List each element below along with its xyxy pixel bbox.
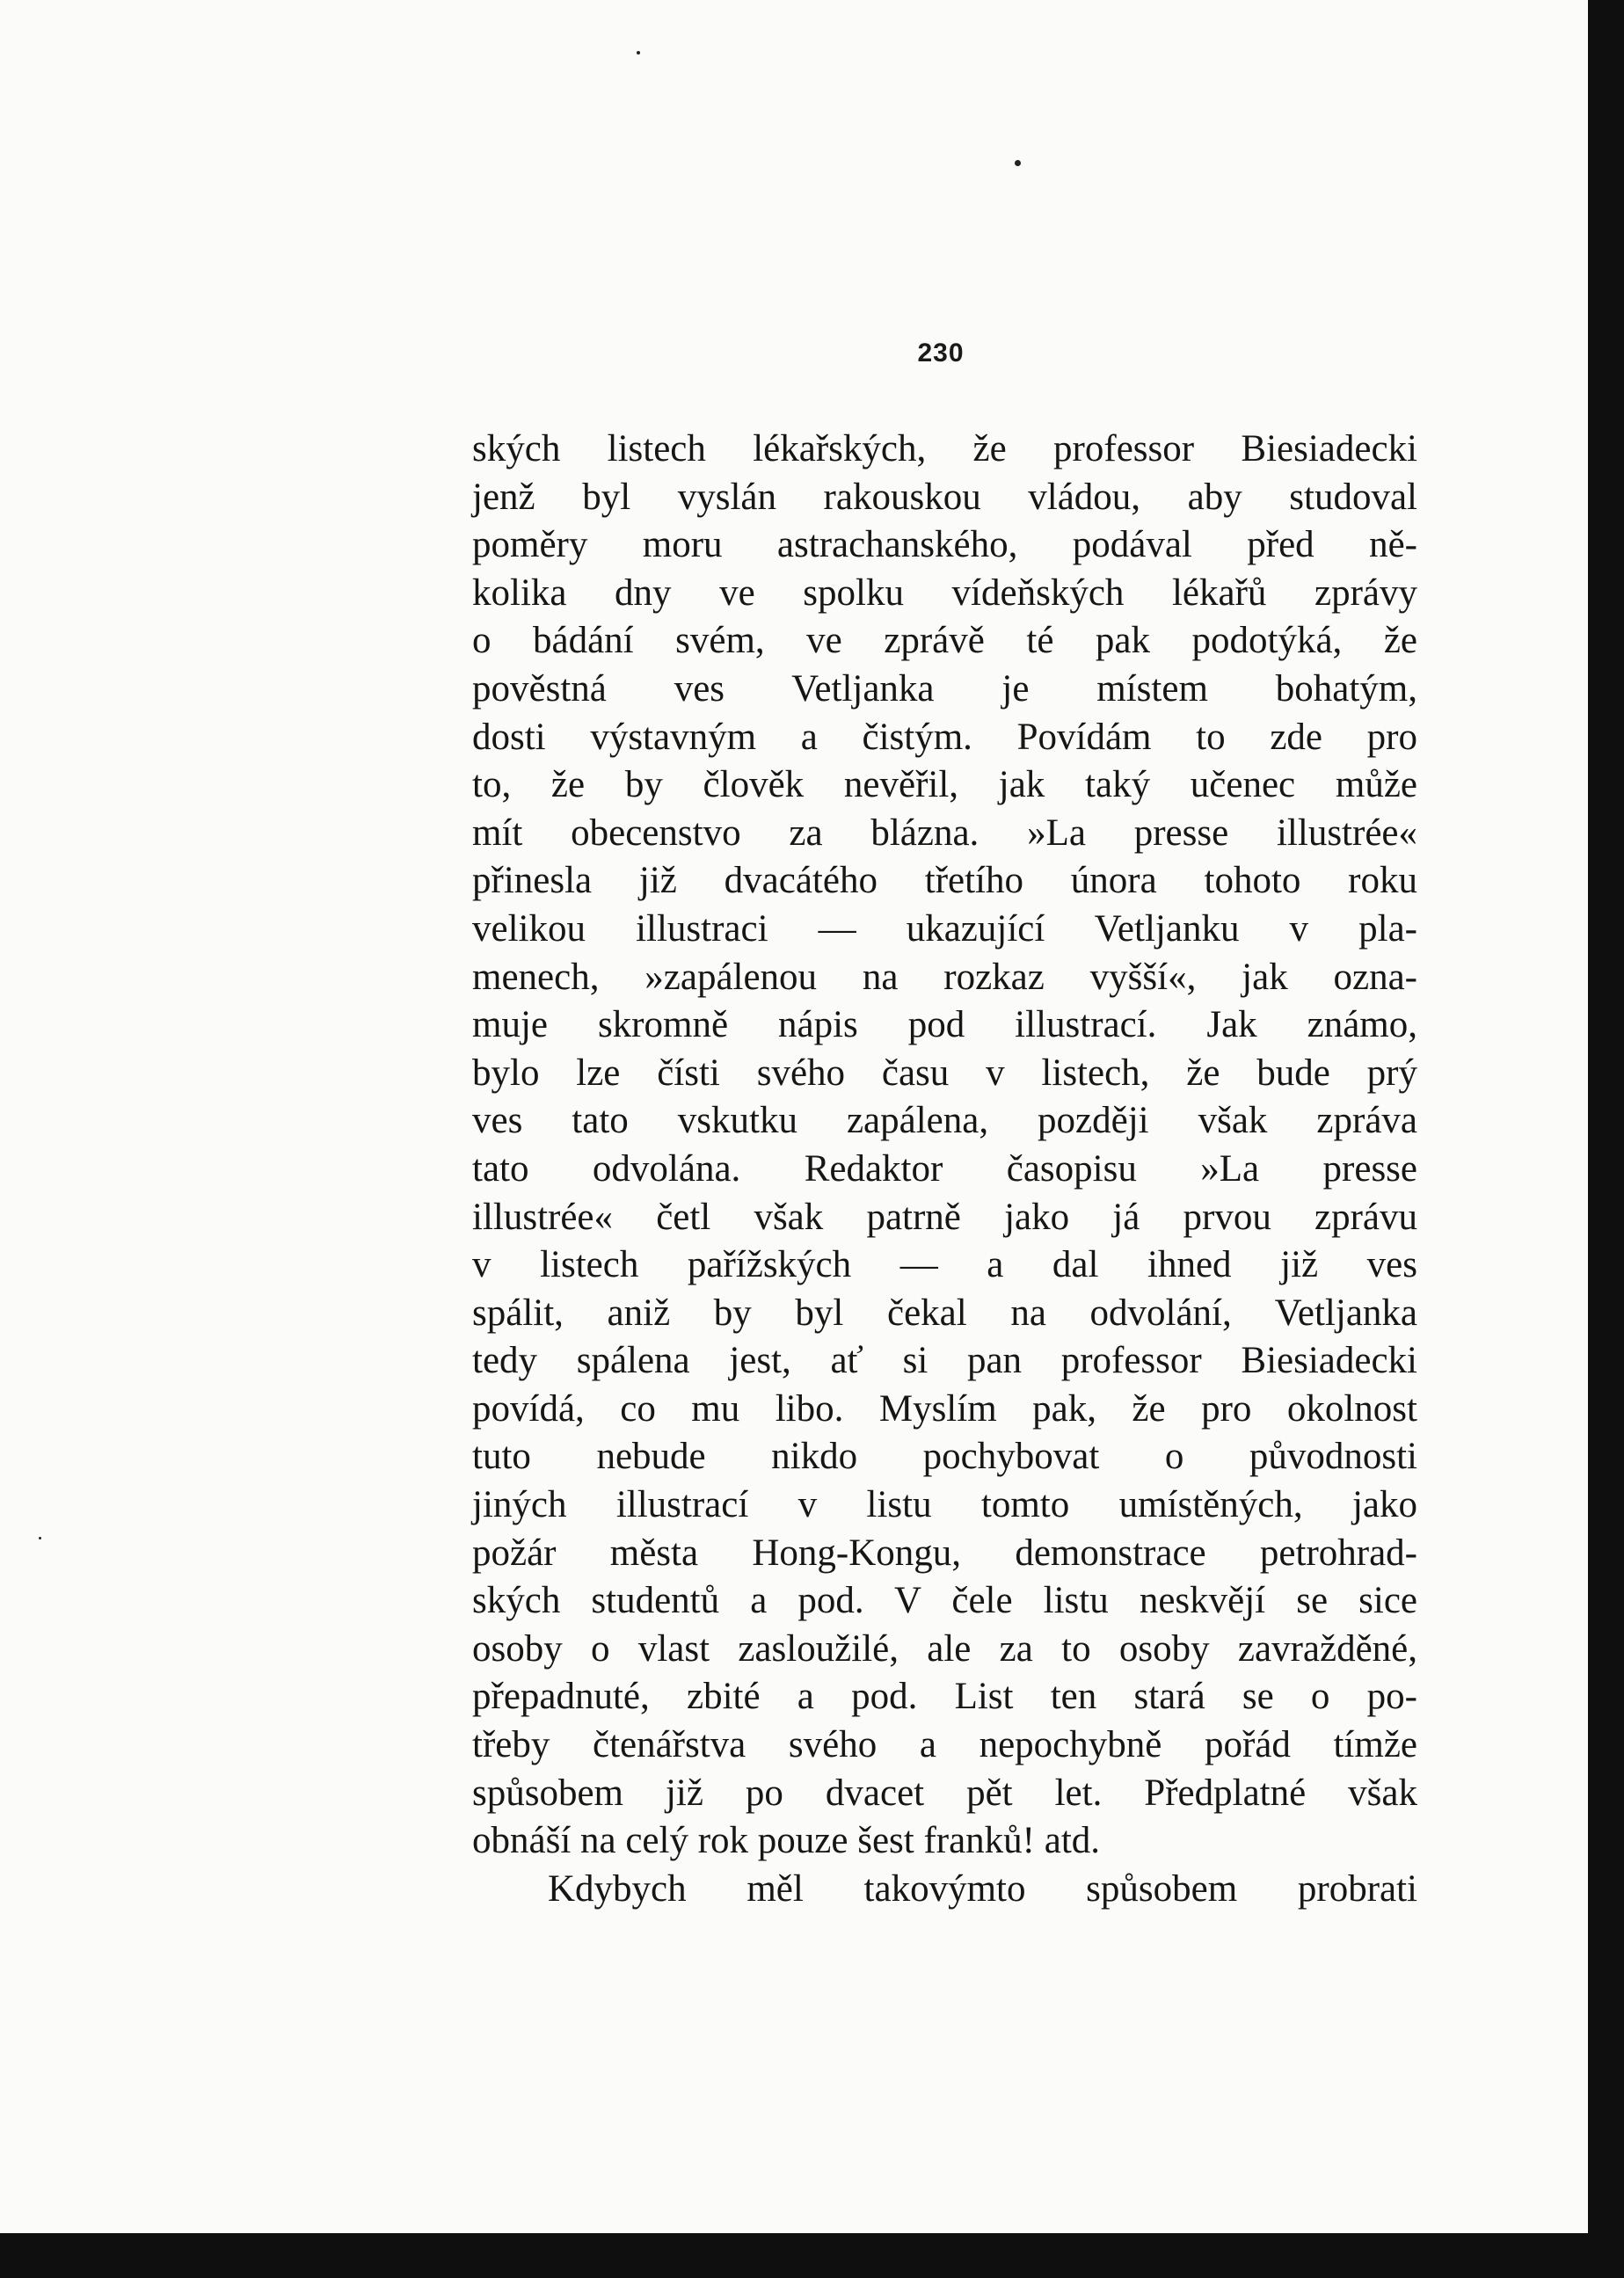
scan-speck xyxy=(637,51,640,55)
scan-border-right xyxy=(1588,0,1624,2278)
scan-speck xyxy=(1015,160,1021,166)
text-line: poměry moru astrachanského, podával před ně- xyxy=(472,524,1417,566)
text-line: o bádání svém, ve zprávě té pak podotýká, že xyxy=(472,620,1417,662)
text-line: v listech pařížských — a dal ihned již ves xyxy=(472,1244,1417,1286)
text-line: třeby čtenářstva svého a nepochybně pořád tímže xyxy=(472,1724,1417,1766)
text-line: přepadnuté, zbité a pod. List ten stará se o po- xyxy=(472,1676,1417,1718)
text-line: obnáší na celý rok pouze šest franků! atd. xyxy=(472,1820,1101,1862)
text-line: jenž byl vyslán rakouskou vládou, aby studoval xyxy=(472,476,1417,518)
text-line: illustrée« četl však patrně jako já prvou zprávu xyxy=(472,1196,1417,1238)
text-line: pověstná ves Vetljanka je místem bohatým, xyxy=(472,667,1417,710)
text-line: tuto nebude nikdo pochybovat o původnosti xyxy=(472,1436,1417,1478)
text-line: ských listech lékařských, že professor Biesiadecki xyxy=(472,428,1417,469)
text-line: spůsobem již po dvacet pět let. Předplatné však xyxy=(472,1772,1417,1814)
text-line: to, že by člověk nevěřil, jak taký učenec může xyxy=(472,764,1417,806)
scan-speck xyxy=(39,1537,41,1539)
text-line: jiných illustrací v listu tomto umístěných, jako xyxy=(472,1484,1417,1526)
text-line: velikou illustraci — ukazující Vetljanku v pla- xyxy=(472,907,1417,950)
text-line: osoby o vlast zasloužilé, ale za to osoby zavražděné, xyxy=(472,1627,1417,1670)
text-line: tedy spálena jest, ať si pan professor Biesiadecki xyxy=(472,1340,1417,1382)
text-line: spálit, aniž by byl čekal na odvolání, Vetljanka xyxy=(472,1292,1417,1334)
body-text xyxy=(472,426,1417,1913)
scan-border-bottom xyxy=(0,2233,1624,2278)
text-line: mít obecenstvo za blázna. »La presse illustrée« xyxy=(472,811,1417,854)
text-line: ves tato vskutku zapálena, později však zpráva xyxy=(472,1100,1417,1142)
text-line: muje skromně nápis pod illustrací. Jak známo, xyxy=(472,1004,1417,1046)
text-line: Kdybych měl takovýmto spůsobem probrati xyxy=(548,1867,1417,1910)
text-line: ských studentů a pod. V čele listu neskvějí se sice xyxy=(472,1580,1417,1622)
text-line: bylo lze čísti svého času v listech, že bude prý xyxy=(472,1052,1417,1094)
text-line: přinesla již dvacátého třetího února tohoto roku xyxy=(472,860,1417,902)
text-line: kolika dny ve spolku vídeňských lékařů zprávy xyxy=(472,571,1417,614)
text-line: požár města Hong-Kongu, demonstrace petrohrad- xyxy=(472,1532,1417,1574)
page-number: 230 xyxy=(917,338,965,368)
text-line: tato odvolána. Redaktor časopisu »La presse xyxy=(472,1147,1417,1190)
text-line: dosti výstavným a čistým. Povídám to zde pro xyxy=(472,716,1417,758)
text-line: menech, »zapálenou na rozkaz vyšší«, jak ozna- xyxy=(472,956,1417,998)
text-line: povídá, co mu libo. Myslím pak, že pro okolnost xyxy=(472,1387,1417,1430)
